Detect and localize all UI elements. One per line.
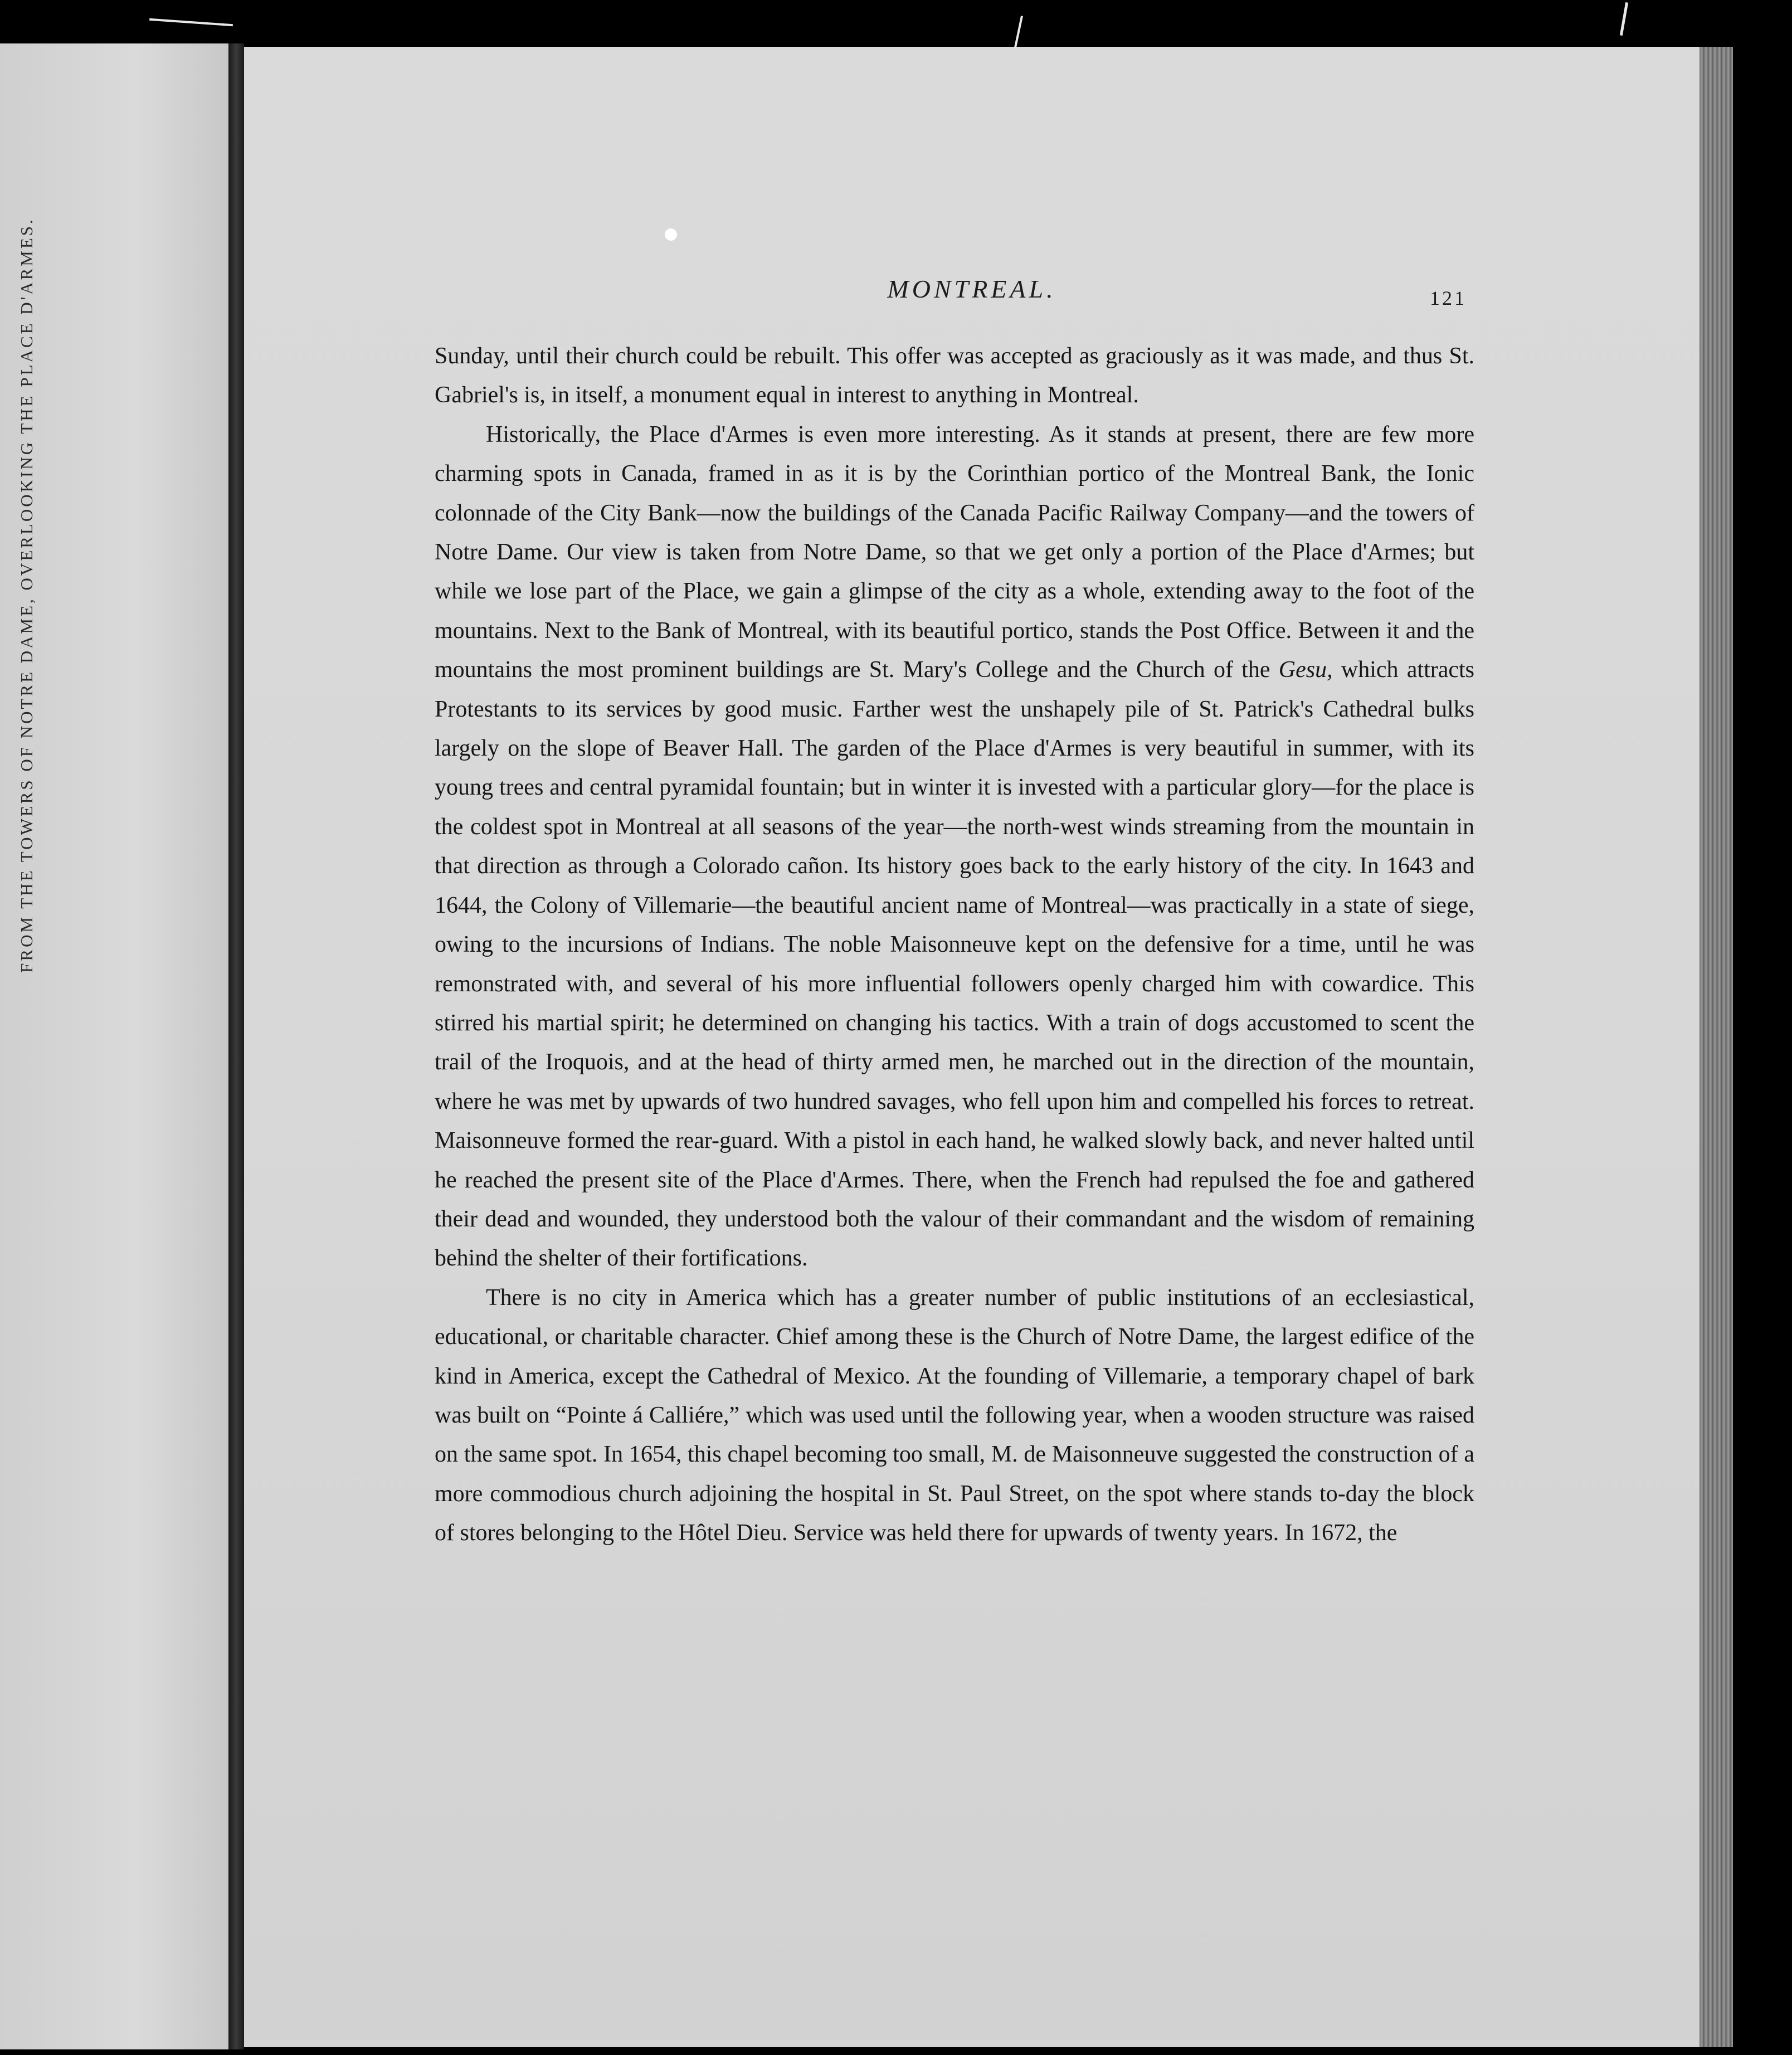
book-gutter: [228, 43, 244, 2049]
paragraph-text: which attracts Protestants to its services by good music. Farther west the unshapely pile of St. Patrick's Cathedral bulks largely on the slope of Beaver Hall. The garden of the Place d'Armes is very beautiful in summer, with its young trees and central pyramidal fountain; but in winter it is invested with a particular glory—for the place is the coldest spot in Montreal at all seasons of the year—the north-west winds streaming from the mountain in that direction as through a Colorado cañon. Its history goes back to the early history of the city. In 1643 and 1644, the Colony of Villemarie—the beautiful ancient name of Montreal—was practically in a state of siege, owing to the incursions of Indians. The noble Maisonneuve kept on the defensive for a time, until he was remonstrated with, and several of his more influential followers openly charged him with cowardice. This stirred his martial spirit; he determined on changing his tactics. With a train of dogs accustomed to scent the trail of the Iroquois, and at the head of thirty armed men, he marched out in the direction of the mountain, where he was met by upwards of two hundred savages, who fell upon him and compelled his forces to retreat. Maisonneuve formed the rear-guard. With a pistol in each hand, he walked slowly back, and never halted until he reached the present site of the Place d'Armes. There, when the French had repulsed the foe and gathered their dead and wounded, they understood both the valour of their commandant and the wisdom of remaining behind the shelter of their fortifications.: [435, 657, 1475, 1272]
paragraph: [435, 337, 1474, 415]
running-head: MONTREAL.: [887, 275, 1056, 303]
paragraph: [435, 1278, 1474, 1553]
page-number: 121: [1430, 287, 1467, 309]
paragraph: [435, 415, 1474, 1278]
paragraph-text: Sunday, until their church could be rebuilt. This offer was accepted as graciously as it was made, and thus St. Gabriel's is, in itself, a monument equal in interest to anything in Montreal.: [435, 343, 1474, 408]
page-edge: [1700, 47, 1733, 2047]
body-text: [435, 337, 1474, 1553]
left-page: [0, 43, 228, 2049]
paragraph-text: Historically, the Place d'Armes is even more interesting. As it stands at present, there are few more charming spots in Canada, framed in as it is by the Corinthian portico of the Montreal Bank, the Ionic colonnade of the City Bank—now the buildings of the Canada Pacific Railway Company—and the towers of Notre Dame. Our view is taken from Notre Dame, so that we get only a portion of the Place d'Armes; but while we lose part of the Place, we gain a glimpse of the city as a whole, extending away to the foot of the mountains. Next to the Bank of Montreal, with its beautiful portico, stands the Post Office. Between it and the mountains the most prominent buildings are St. Mary's College and the Church of the: [435, 421, 1474, 683]
book-page: [244, 47, 1700, 2047]
paper-speck: [665, 228, 677, 241]
italic-term: Gesu,: [1278, 657, 1333, 683]
paragraph-text: There is no city in America which has a greater number of public institutions of an ecclesiastical, educational, or charitable character. Chief among these is the Church of Notre Dame, the largest edifice of the kind in America, except the Cathedral of Mexico. At the founding of Villemarie, a temporary chapel of bark was built on “Pointe á Calliére,” which was used until the following year, when a wooden structure was raised on the same spot. In 1654, this chapel becoming too small, M. de Maisonneuve suggested the construction of a more commodious church adjoining the hospital in St. Paul Street, on the spot where stands to-day the block of stores belonging to the Hôtel Dieu. Service was held there for upwards of twenty years. In 1672, the: [435, 1284, 1474, 1546]
plate-caption: FROM THE TOWERS OF NOTRE DAME, OVERLOOKING THE PLACE D'ARMES.: [17, 217, 36, 973]
